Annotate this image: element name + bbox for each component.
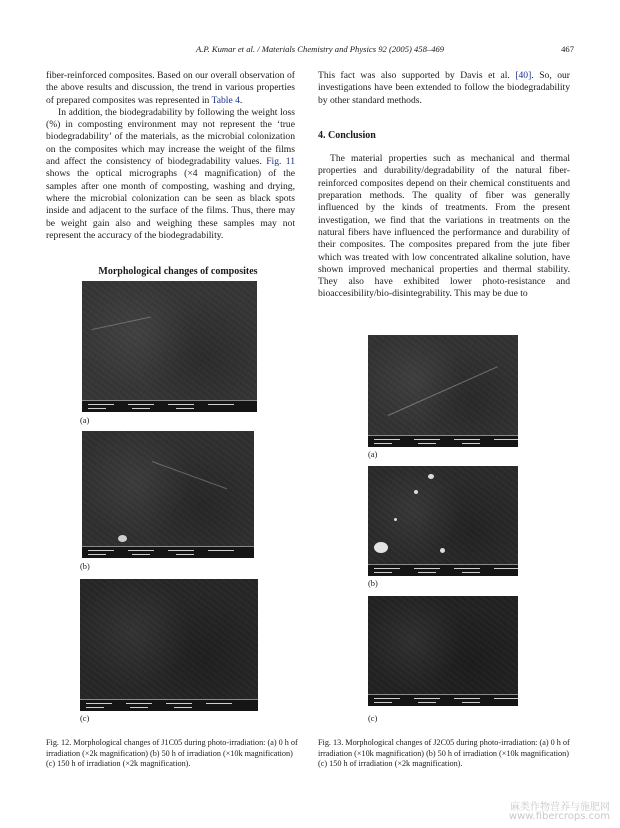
surface-particle [414, 490, 418, 494]
figure-13c-label: (c) [368, 714, 378, 723]
surface-scratch [152, 461, 228, 489]
citation-40-link[interactable]: [40] [515, 70, 532, 81]
figure-12c-label: (c) [80, 714, 90, 723]
figure-13b-micrograph [368, 466, 518, 576]
figure-13a-micrograph [368, 335, 518, 447]
right-paragraph-1 [318, 70, 570, 107]
surface-particle [428, 474, 434, 479]
surface-particle [394, 518, 397, 521]
figure-12a-micrograph [82, 281, 257, 412]
left-column [46, 70, 295, 242]
micrograph-scale-bar [82, 546, 254, 558]
right-paragraph-1-text-b: . So, our investigations have been extended to follow the biodegradability by other standard methods. [318, 70, 571, 106]
figure-13c-micrograph [368, 596, 518, 706]
figure-12-caption: Fig. 12. Morphological changes of J1C05 during photo-irradiation: (a) 0 h of irradiation (×2k magnification) (b) 50 h of irradiation (×10k magnification) (c) 150 h of irradiation (×2k magnification). [46, 738, 298, 769]
watermark-cn: 麻类作物营养与施肥网 [510, 802, 610, 813]
micrograph-scale-bar [368, 694, 518, 706]
figure-12b-micrograph [82, 431, 254, 558]
figure-13b-label: (b) [368, 579, 378, 588]
figure-12a-label: (a) [80, 416, 90, 425]
surface-particle [440, 548, 445, 553]
right-column [318, 70, 570, 301]
micrograph-scale-bar [82, 400, 257, 412]
running-title: A.P. Kumar et al. / Materials Chemistry and Physics 92 (2005) 458–469 [196, 44, 445, 54]
page-number: 467 [561, 44, 574, 54]
left-paragraph-2-text-b: shows the optical micrographs (×4 magnification) of the samples after one month of composting, washing and drying, where the microbial colonization can be seen as black spots inside and adjacent to the surface of the films. Thus, there may be weight gain also and weighing these samples may not represent the accuracy of the biodegradability. [46, 168, 295, 241]
running-header [46, 44, 574, 58]
fig-11-link[interactable]: Fig. 11 [266, 156, 295, 168]
micrograph-scale-bar [80, 699, 258, 711]
figure-12c-micrograph [80, 579, 258, 711]
conclusion-paragraph: The material properties such as mechanical and thermal properties and durability/degradability of the natural fiber-reinforced composites depend on their chemical constituents and preparation methods. The quality of fiber was generally influenced by the kinds of treatments. From the present investigation, we find that the variations in treatments on the natural fibers have influenced the performance and durability of their composites. The composites prepared from the jute fiber which was treated with low concentrated alkaline solution, have shown improved mechanical properties and thermal stability. They also have exhibited lower photo-resistance and bioaccesibility/bio-disintegrability. This may be due to [318, 153, 570, 300]
right-paragraph-1-text-a: This fact was also supported by Davis et al. [318, 70, 516, 81]
left-paragraph-1-end: . [239, 94, 243, 106]
surface-scratch [92, 317, 151, 330]
surface-particle [118, 535, 127, 542]
section-heading-conclusion: 4. Conclusion [318, 129, 376, 141]
left-paragraph-1 [46, 70, 295, 107]
surface-particle [374, 542, 388, 553]
figure-12-title: Morphological changes of composites [98, 266, 258, 277]
micrograph-scale-bar [368, 564, 518, 576]
figure-13-caption: Fig. 13. Morphological changes of J2C05 during photo-irradiation: (a) 0 h of irradiation (×10k magnification) (b) 50 h of irradiation (×10k magnification) (c) 150 h of irradiation (×2k magnification). [318, 738, 570, 769]
micrograph-scale-bar [368, 435, 518, 447]
table-4-link[interactable]: Table 4 [211, 94, 240, 106]
left-paragraph-2-text-a: In addition, the biodegradability by following the weight loss (%) in composting environment may not represent the ‘true biodegradability’ of the materials, as the microbial colonization on the composites which may increase the weight of the films and affect the consistency of biodegradability values. [46, 106, 295, 168]
surface-scratch [388, 366, 498, 416]
watermark-url: www.fibercrops.com [508, 811, 610, 822]
left-paragraph-1-text: fiber-reinforced composites. Based on our overall observation of the above results and discussion, the trend in various properties of prepared composites was represented in [46, 70, 295, 106]
figure-12b-label: (b) [80, 562, 90, 571]
figure-13a-label: (a) [368, 450, 378, 459]
left-paragraph-2 [46, 107, 295, 242]
